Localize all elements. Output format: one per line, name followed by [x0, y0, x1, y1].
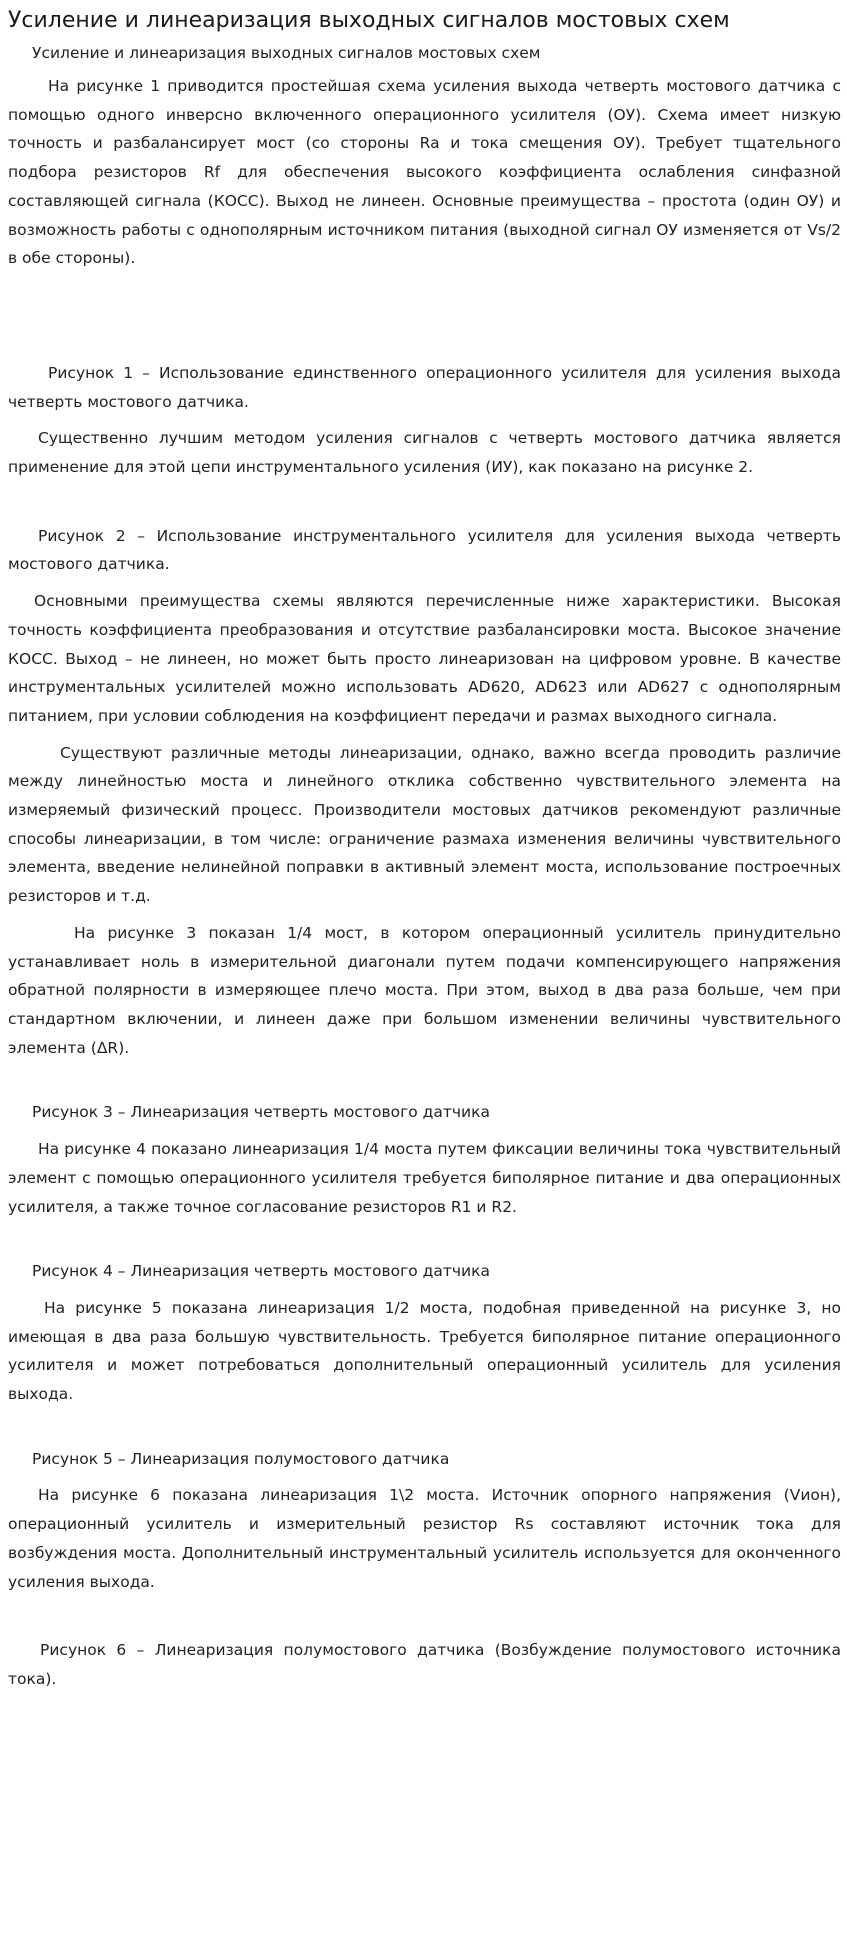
- figure-3-caption: Рисунок 3 – Линеаризация четверть мостового датчика: [32, 1103, 490, 1122]
- paragraph-figure-4: На рисунке 4 показано линеаризация 1/4 моста путем фиксации величины тока чувствительный элемент с помощью операционного усилителя требуется биполярное питание и два операционных усилителя, а также точное согласование резисторов R1 и R2.: [8, 1140, 841, 1216]
- paragraph-intro: На рисунке 1 приводится простейшая схема усиления выхода четверть мостового датчика с помощью одного инверсно включенного операционного усилителя (ОУ). Схема имеет низкую точность и разбалансирует мост (со стороны Ra и тока смещения ОУ). Требует тщательного подбора резисторов Rf для обеспечения высокого коэффициента ослабления синфазной составляющей сигнала (КОСС). Выход не линеен. Основные преимущества – простота (один ОУ) и возможность работы с однополярным источником питания (выходной сигнал ОУ изменяется от Vs/2 в обе стороны).: [8, 77, 841, 268]
- figure-6-caption: Рисунок 6 – Линеаризация полумостового датчика (Возбуждение полумостового источника тока).: [8, 1641, 841, 1688]
- figure-5-caption: Рисунок 5 – Линеаризация полумостового датчика: [32, 1449, 450, 1468]
- paragraph-figure-6: На рисунке 6 показана линеаризация 1\2 моста. Источник опорного напряжения (Vион), операционный усилитель и измерительный резистор Rs составляют источник тока для возбуждения моста. Дополнительный инструментальный усилитель используется для оконченного усиления выхода.: [8, 1486, 841, 1591]
- paragraph-linearization-methods: Существуют различные методы линеаризации, однако, важно всегда проводить различие между линейностью моста и линейного отклика собственно чувствительного элемента на измеряемый физический процесс. Производители мостовых датчиков рекомендуют различные способы линеаризации, в том числе: ограничение размаха изменения величины чувствительного элемента, введение нелинейной поправки в активный элемент моста, использование построечных резисторов и т.д.: [8, 743, 841, 906]
- figure-1-placeholder: [8, 273, 841, 359]
- figure-3-placeholder: [8, 1062, 841, 1098]
- paragraph-advantages: Основными преимущества схемы являются перечисленные ниже характеристики. Высокая точность коэффициента преобразования и отсутствие разбалансировки моста. Высокое значение КОСС. Выход – не линеен, но может быть просто линеаризован на цифровом уровне. В качестве инструментальных усилителей можно использовать AD620, AD623 или AD627 с однополярным питанием, при условии соблюдения на коэффициент передачи и размах выходного сигнала.: [8, 592, 841, 725]
- figure-4-placeholder: [8, 1221, 841, 1257]
- paragraph-figure-5: На рисунке 5 показана линеаризация 1/2 моста, подобная приведенной на рисунке 3, но имеющая в два раза большую чувствительность. Требуется биполярное питание операционного усилителя и может потребоваться дополнительный операционный усилитель для усиления выхода.: [8, 1298, 841, 1404]
- paragraph-figure-3: На рисунке 3 показан 1/4 мост, в котором операционный усилитель принудительно устанавливает ноль в измерительной диагонали путем подачи компенсирующего напряжения обратной полярности в измеряющее плечо моста. При этом, выход в два раза больше, чем при стандартном включении, и линеен даже при большом изменении величины чувствительного элемента (ΔR).: [8, 923, 841, 1057]
- figure-1-caption: Рисунок 1 – Использование единственного операционного усилителя для усиления выхода четверть мостового датчика.: [8, 363, 841, 411]
- paragraph-instrumental: Существенно лучшим методом усиления сигналов с четверть мостового датчика является применение для этой цепи инструментального усиления (ИУ), как показано на рисунке 2.: [8, 429, 841, 477]
- figure-2-caption: Рисунок 2 – Использование инструментального усилителя для усиления выхода четверть мостового датчика.: [8, 526, 841, 574]
- figure-4-caption: Рисунок 4 – Линеаризация четверть мостового датчика: [32, 1262, 490, 1281]
- figure-6-placeholder: [8, 1596, 841, 1636]
- document-title: Усиление и линеаризация выходных сигналов мостовых схем: [8, 8, 730, 33]
- figure-5-placeholder: [8, 1409, 841, 1445]
- figure-2-placeholder: [8, 482, 841, 522]
- document-subtitle: Усиление и линеаризация выходных сигналов мостовых схем: [32, 44, 541, 62]
